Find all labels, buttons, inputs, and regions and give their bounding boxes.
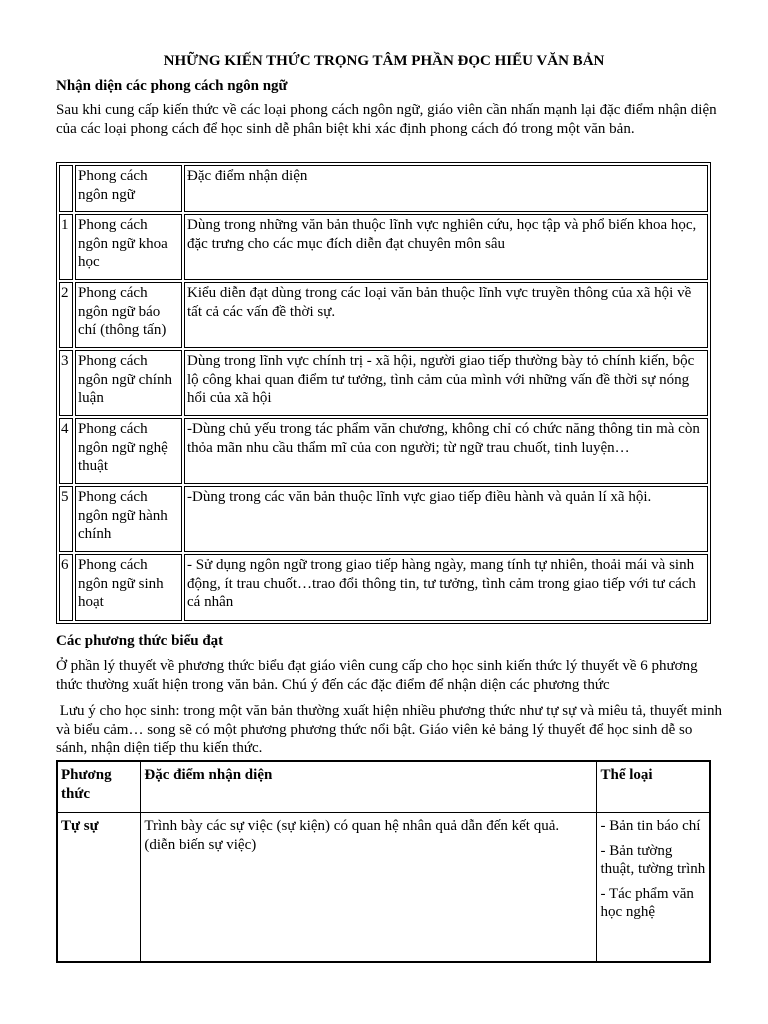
row-style: Phong cách ngôn ngữ chính luận	[75, 350, 182, 416]
header-feature-cell: Đặc điểm nhận diện	[184, 165, 708, 212]
row-feature: -Dùng chủ yếu trong tác phẩm văn chương, không chỉ có chức năng thông tin mà còn thỏa mãn nhu cầu thẩm mĩ của con người; từ ngữ trau chuốt, tinh luyện…	[184, 418, 708, 484]
row-num: 1	[59, 214, 73, 280]
header-feature-cell: Đặc điểm nhận diện	[141, 761, 597, 813]
row-feature: Trình bày các sự việc (sự kiện) có quan hệ nhân quả dẫn đến kết quả. (diễn biến sự việc)	[141, 813, 597, 963]
row-feature: Kiểu diễn đạt dùng trong các loại văn bản thuộc lĩnh vực truyền thông của xã hội về tất cả các vấn đề thời sự.	[184, 282, 708, 348]
table-row	[59, 282, 708, 348]
table-row	[59, 350, 708, 416]
row-feature: - Sử dụng ngôn ngữ trong giao tiếp hàng ngày, mang tính tự nhiên, thoải mái và sinh động, ít trau chuốt…trao đổi thông tin, tư tưởng, tình cảm trong giao tiếp với tư cách cá nhân	[184, 554, 708, 621]
section2-para1: Ở phần lý thuyết về phương thức biểu đạt giáo viên cung cấp cho học sinh kiến thức lý thuyết về 6 phương thức thường xuất hiện trong văn bản. Chú ý đến các đặc điểm để nhận diện các phương thức	[56, 658, 698, 693]
row-style: Phong cách ngôn ngữ nghệ thuật	[75, 418, 182, 484]
header-style-cell: Phong cách ngôn ngữ	[75, 165, 182, 212]
table-row	[57, 813, 710, 963]
row-num: 5	[59, 486, 73, 552]
section1-intro: Sau khi cung cấp kiến thức về các loại phong cách ngôn ngữ, giáo viên cần nhấn mạnh lại đặc điểm nhận diện của các loại phong cách để học sinh dễ phân biệt khi xác định phong cách đó trong một văn bản.	[56, 102, 717, 137]
language-styles-table	[56, 162, 711, 624]
genre-item: - Tác phẩm văn học nghệ	[600, 885, 694, 920]
header-genre-cell: Thể loại	[597, 761, 710, 813]
row-feature: Dùng trong lĩnh vực chính trị - xã hội, người giao tiếp thường bày tỏ chính kiến, bộc lộ công khai quan điểm tư tưởng, tình cảm của mình với những vấn đề thời sự nóng hổi của xã hội	[184, 350, 708, 416]
row-style: Phong cách ngôn ngữ sinh hoạt	[75, 554, 182, 621]
section2-heading: Các phương thức biểu đạt	[56, 633, 224, 649]
table-header-row	[59, 165, 708, 212]
section2-para2: Lưu ý cho học sinh: trong một văn bản thường xuất hiện nhiều phương thức như tự sự và miêu tả, thuyết minh và biểu cảm… song sẽ có một phương phương thức nổi bật. Giáo viên kẻ bảng lý thuyết để học sinh dễ so sánh, nhận diện tiếp thu kiến thức.	[56, 703, 726, 756]
genre-item: - Bản tin báo chí	[600, 818, 701, 834]
row-num: 6	[59, 554, 73, 621]
expression-methods-table	[56, 760, 711, 963]
row-feature: Dùng trong những văn bản thuộc lĩnh vực nghiên cứu, học tập và phổ biến khoa học, đặc trưng cho các mục đích diễn đạt chuyên môn sâu	[184, 214, 708, 280]
row-genres	[597, 813, 710, 963]
row-num: 3	[59, 350, 73, 416]
row-num: 4	[59, 418, 73, 484]
table-row	[59, 214, 708, 280]
section1-heading: Nhận diện các phong cách ngôn ngữ	[56, 78, 288, 94]
row-num: 2	[59, 282, 73, 348]
row-style: Phong cách ngôn ngữ báo chí (thông tấn)	[75, 282, 182, 348]
row-feature: -Dùng trong các văn bản thuộc lĩnh vực giao tiếp điều hành và quản lí xã hội.	[184, 486, 708, 552]
row-style: Phong cách ngôn ngữ hành chính	[75, 486, 182, 552]
header-num-cell	[59, 165, 73, 212]
table-row	[59, 554, 708, 621]
table-row	[59, 418, 708, 484]
row-method: Tự sự	[57, 813, 141, 963]
header-method-cell: Phương thức	[57, 761, 141, 813]
genre-item: - Bản tường thuật, tường trình	[600, 842, 706, 877]
table-row	[59, 486, 708, 552]
document-title: NHỮNG KIẾN THỨC TRỌNG TÂM PHẦN ĐỌC HIỂU VĂN BẢN	[163, 53, 605, 69]
table-header-row	[57, 761, 710, 813]
row-style: Phong cách ngôn ngữ khoa học	[75, 214, 182, 280]
